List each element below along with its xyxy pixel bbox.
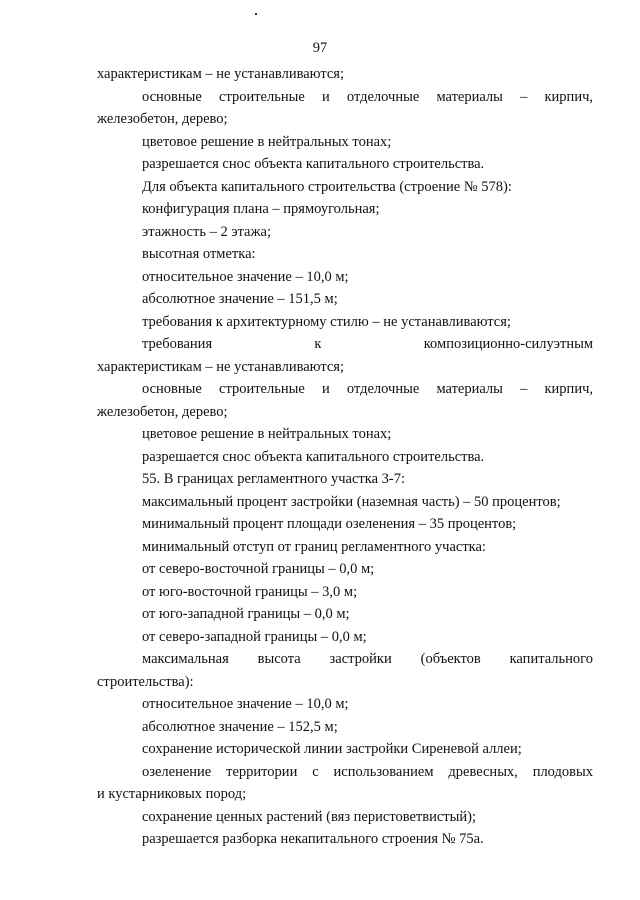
text-line: конфигурация плана – прямоугольная;	[142, 201, 380, 217]
word: и	[321, 381, 330, 397]
text-line: сохранение исторической линии застройки Сиреневой аллеи;	[142, 741, 522, 757]
word: максимальная	[142, 651, 229, 667]
text-line-justified	[97, 333, 593, 356]
word: отделочные	[346, 381, 420, 397]
text-line: минимальный отступ от границ регламентного участка:	[142, 538, 486, 555]
word: материалы	[436, 88, 503, 105]
word: материалы	[436, 381, 503, 397]
text-line: характеристикам – не устанавливаются;	[97, 66, 344, 82]
word: капитального	[509, 651, 593, 667]
word: высота	[257, 651, 301, 667]
text-line-justified	[97, 86, 593, 109]
word: –	[520, 381, 528, 397]
text-line: разрешается снос объекта капитального строительства.	[142, 448, 485, 465]
text-line: требования к архитектурному стилю – не устанавливаются;	[142, 313, 511, 330]
text-line: относительное значение – 10,0 м;	[142, 696, 349, 712]
text-line: Для объекта капитального строительства (строение № 578):	[142, 178, 512, 195]
scan-speck	[255, 13, 257, 15]
page-number: 97	[312, 40, 328, 56]
text-line: от северо-западной границы – 0,0 м;	[142, 628, 367, 645]
text-line: разрешается снос объекта капитального строительства.	[142, 156, 485, 172]
text-line: строительства):	[97, 673, 194, 690]
word: древесных,	[448, 763, 518, 780]
word: территории	[226, 763, 298, 780]
text-line: разрешается разборка некапитального строения № 75а.	[142, 831, 484, 847]
text-line: от юго-западной границы – 0,0 м;	[142, 606, 350, 622]
word: строительные	[219, 381, 305, 397]
word: использованием	[333, 763, 434, 780]
text-line: от юго-восточной границы – 3,0 м;	[142, 583, 358, 600]
word: основные	[142, 88, 202, 105]
text-line-justified	[97, 761, 593, 784]
word: основные	[142, 381, 202, 397]
word: с	[312, 763, 319, 780]
text-line: от северо-восточной границы – 0,0 м;	[142, 561, 375, 577]
text-line: высотная отметка:	[142, 246, 256, 262]
text-line: характеристикам – не устанавливаются;	[97, 358, 344, 375]
text-line: относительное значение – 10,0 м;	[142, 268, 349, 285]
word: застройки	[329, 651, 392, 667]
text-line-justified	[97, 378, 593, 401]
word: кирпич,	[544, 381, 593, 397]
text-line: этажность – 2 этажа;	[142, 223, 271, 240]
text-line: цветовое решение в нейтральных тонах;	[142, 426, 392, 442]
text-line: минимальный процент площади озеленения – 35 процентов;	[142, 516, 517, 532]
text-line: цветовое решение в нейтральных тонах;	[142, 133, 392, 150]
word: строительные	[219, 88, 305, 105]
word: требования	[142, 336, 213, 352]
document-body	[97, 63, 593, 851]
text-line: и кустарниковых пород;	[97, 786, 247, 802]
word: к	[314, 336, 322, 352]
text-line: абсолютное значение – 152,5 м;	[142, 718, 338, 735]
text-line: железобетон, дерево;	[97, 111, 228, 127]
word: –	[520, 88, 528, 105]
word: (объектов	[420, 651, 481, 667]
word: отделочные	[346, 88, 420, 105]
text-line: максимальный процент застройки (наземная часть) – 50 процентов;	[142, 493, 561, 510]
text-line: железобетон, дерево;	[97, 403, 228, 420]
word: озеленение	[142, 763, 212, 780]
word: плодовых	[532, 763, 593, 780]
text-line-justified	[97, 648, 593, 671]
text-line: сохранение ценных растений (вяз перистоветвистый);	[142, 808, 476, 825]
section-heading: 55. В границах регламентного участка 3-7:	[142, 471, 406, 487]
text-line: абсолютное значение – 151,5 м;	[142, 291, 338, 307]
word: кирпич,	[544, 88, 593, 105]
word: и	[321, 88, 330, 105]
word: композиционно-силуэтным	[423, 336, 593, 352]
